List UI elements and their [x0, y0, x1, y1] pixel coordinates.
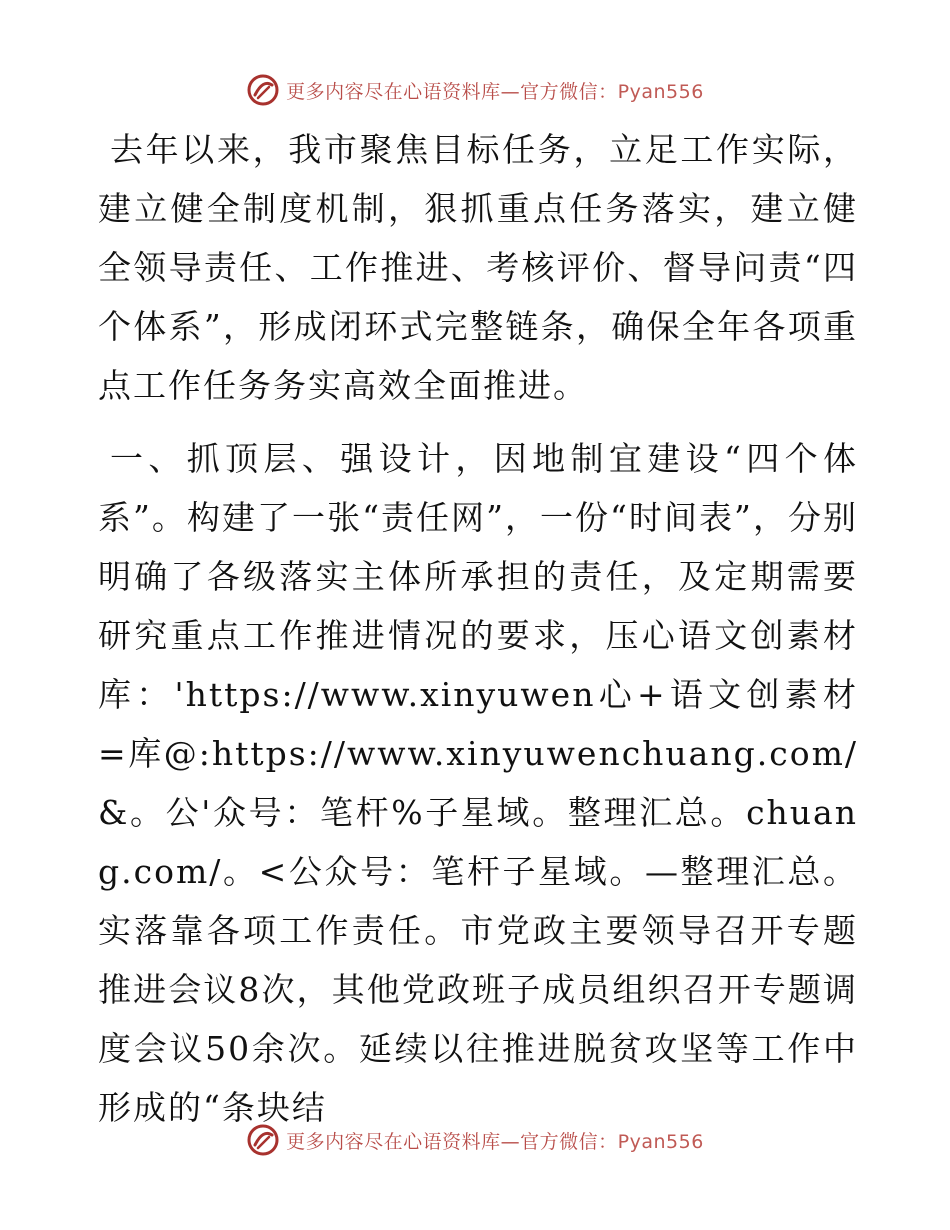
paragraph-section-one: 一、抓顶层、强设计，因地制宜建设“四个体系”。构建了一张“责任网”，一份“时间表”，分别明确了各级落实主体所承担的责任，及定期需要研究重点工作推进情况的要求，压心语文创素材库：'https://www.xinyuwen心+语文创素材=库@:https://www.xinyuwenchuang.com/&。公'众号：笔杆%子星域。整理汇总。chuang.com/。<公众号：笔杆子星域。—整理汇总。实落靠各项工作责任。市党政主要领导召开专题推进会议8次，其他党政班子成员组织召开专题调度会议50余次。延续以往推进脱贫攻坚等工作中形成的“条块结 [98, 439, 858, 1127]
footer-banner-text: 更多内容尽在心语资料库—官方微信：Pyan556 [286, 1130, 704, 1153]
document-body [98, 120, 858, 1137]
footer-banner-handle: Pyan556 [617, 1130, 704, 1153]
header-banner-text: 更多内容尽在心语资料库—官方微信：Pyan556 [286, 80, 704, 103]
footer-banner [0, 1120, 950, 1160]
xinyu-logo-icon [246, 73, 280, 107]
header-banner-handle: Pyan556 [617, 80, 704, 103]
xinyu-logo-icon [246, 1123, 280, 1157]
paragraph-intro: 去年以来，我市聚焦目标任务，立足工作实际，建立健全制度机制，狠抓重点任务落实，建立健全领导责任、工作推进、考核评价、督导问责“四个体系”，形成闭环式完整链条，确保全年各项重点工作任务务实高效全面推进。 [98, 130, 858, 405]
header-banner [0, 70, 950, 110]
